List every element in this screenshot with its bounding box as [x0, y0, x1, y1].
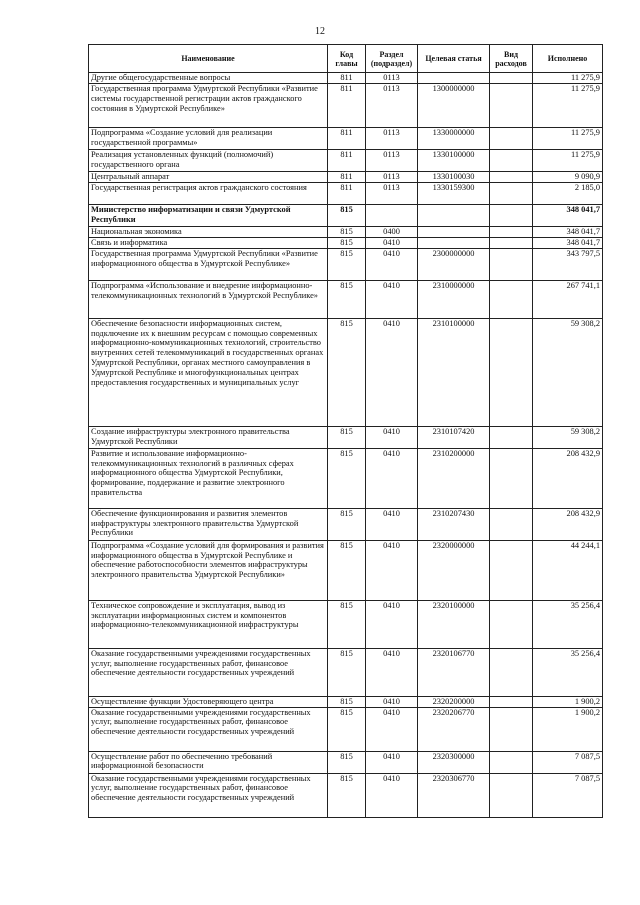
cell-type	[490, 540, 533, 600]
cell-name: Государственная программа Удмуртской Республики «Развитие информационного общества в Удмуртской Республике»	[89, 248, 328, 280]
cell-code: 815	[328, 648, 366, 696]
cell-name: Обеспечение функционирования и развития элементов инфраструктуры электронного правительства Удмуртской Республики	[89, 508, 328, 540]
cell-code: 811	[328, 127, 366, 149]
cell-amount: 59 308,2	[533, 318, 603, 426]
table-body	[89, 73, 603, 818]
cell-section: 0113	[366, 73, 418, 84]
cell-name: Министерство информатизации и связи Удмуртской Республики	[89, 204, 328, 226]
cell-target: 2310100000	[418, 318, 490, 426]
cell-target	[418, 204, 490, 226]
cell-section: 0410	[366, 248, 418, 280]
table-row	[89, 318, 603, 426]
cell-section: 0400	[366, 226, 418, 237]
cell-type	[490, 696, 533, 707]
cell-name: Оказание государственными учреждениями государственных услуг, выполнение государственных работ, финансовое обеспечение деятельности государственных учреждений	[89, 773, 328, 817]
cell-type	[490, 707, 533, 751]
cell-amount: 11 275,9	[533, 127, 603, 149]
cell-amount: 11 275,9	[533, 73, 603, 84]
cell-section: 0410	[366, 707, 418, 751]
cell-name: Развитие и использование информационно-телекоммуникационных технологий в различных сферах информационного общества Удмуртской Республики, формирование, поддержание и развитие электронного правительства	[89, 448, 328, 508]
cell-name: Создание инфраструктуры электронного правительства Удмуртской Республики	[89, 426, 328, 448]
cell-section: 0410	[366, 426, 418, 448]
header-amount: Исполнено	[533, 45, 603, 73]
cell-name: Реализация установленных функций (полномочий) государственного органа	[89, 149, 328, 171]
cell-type	[490, 248, 533, 280]
cell-section: 0410	[366, 508, 418, 540]
cell-type	[490, 648, 533, 696]
table-row	[89, 707, 603, 751]
cell-code: 815	[328, 600, 366, 648]
table-row	[89, 83, 603, 127]
page-number: 12	[315, 26, 325, 37]
cell-code: 815	[328, 237, 366, 248]
cell-type	[490, 773, 533, 817]
cell-target: 2320206770	[418, 707, 490, 751]
cell-section: 0410	[366, 773, 418, 817]
cell-amount: 348 041,7	[533, 226, 603, 237]
header-name: Наименование	[89, 45, 328, 73]
cell-amount: 348 041,7	[533, 237, 603, 248]
cell-code: 815	[328, 448, 366, 508]
cell-section: 0410	[366, 600, 418, 648]
cell-code: 811	[328, 149, 366, 171]
cell-amount: 11 275,9	[533, 149, 603, 171]
table-row	[89, 204, 603, 226]
cell-name: Техническое сопровождение и эксплуатация, вывод из эксплуатации информационных систем и компонентов информационно-телекоммуникационной инфраструктуры	[89, 600, 328, 648]
cell-code: 815	[328, 540, 366, 600]
cell-target	[418, 73, 490, 84]
table-row	[89, 280, 603, 318]
table-row	[89, 237, 603, 248]
cell-type	[490, 149, 533, 171]
cell-code: 815	[328, 751, 366, 773]
cell-target: 2320306770	[418, 773, 490, 817]
cell-section: 0410	[366, 648, 418, 696]
cell-code: 811	[328, 182, 366, 204]
expenditure-table	[88, 44, 603, 818]
cell-code: 815	[328, 508, 366, 540]
table-row	[89, 448, 603, 508]
cell-target: 1330100030	[418, 171, 490, 182]
table-row	[89, 182, 603, 204]
cell-amount: 35 256,4	[533, 600, 603, 648]
cell-section: 0410	[366, 540, 418, 600]
cell-code: 815	[328, 426, 366, 448]
cell-amount: 343 797,5	[533, 248, 603, 280]
cell-amount: 7 087,5	[533, 773, 603, 817]
cell-amount: 208 432,9	[533, 508, 603, 540]
cell-code: 815	[328, 226, 366, 237]
cell-target: 2310000000	[418, 280, 490, 318]
cell-type	[490, 280, 533, 318]
cell-name: Государственная регистрация актов гражданского состояния	[89, 182, 328, 204]
table-row	[89, 648, 603, 696]
table-row	[89, 508, 603, 540]
cell-target: 1330100000	[418, 149, 490, 171]
cell-code: 815	[328, 773, 366, 817]
cell-target: 2320106770	[418, 648, 490, 696]
cell-type	[490, 83, 533, 127]
cell-section: 0410	[366, 751, 418, 773]
cell-section: 0113	[366, 171, 418, 182]
cell-name: Центральный аппарат	[89, 171, 328, 182]
cell-target: 2320100000	[418, 600, 490, 648]
cell-target: 2300000000	[418, 248, 490, 280]
table-row	[89, 540, 603, 600]
cell-code: 815	[328, 696, 366, 707]
cell-target: 1330159300	[418, 182, 490, 204]
cell-amount: 11 275,9	[533, 83, 603, 127]
cell-code: 815	[328, 280, 366, 318]
cell-name: Другие общегосударственные вопросы	[89, 73, 328, 84]
cell-amount: 1 900,2	[533, 707, 603, 751]
cell-name: Национальная экономика	[89, 226, 328, 237]
cell-name: Подпрограмма «Создание условий для реализации государственной программы»	[89, 127, 328, 149]
cell-target: 2310107420	[418, 426, 490, 448]
cell-type	[490, 237, 533, 248]
table-row	[89, 226, 603, 237]
cell-amount: 9 090,9	[533, 171, 603, 182]
cell-type	[490, 204, 533, 226]
cell-section: 0113	[366, 149, 418, 171]
header-type: Вид расходов	[490, 45, 533, 73]
cell-amount: 348 041,7	[533, 204, 603, 226]
table-row	[89, 127, 603, 149]
table-row	[89, 773, 603, 817]
cell-type	[490, 171, 533, 182]
cell-section: 0113	[366, 182, 418, 204]
cell-amount: 2 185,0	[533, 182, 603, 204]
cell-name: Осуществление функции Удостоверяющего центра	[89, 696, 328, 707]
cell-target	[418, 226, 490, 237]
cell-name: Осуществление работ по обеспечению требований информационной безопасности	[89, 751, 328, 773]
cell-type	[490, 182, 533, 204]
cell-type	[490, 448, 533, 508]
header-code: Код главы	[328, 45, 366, 73]
cell-section: 0410	[366, 448, 418, 508]
cell-type	[490, 226, 533, 237]
cell-section: 0113	[366, 127, 418, 149]
header-target: Целевая статья	[418, 45, 490, 73]
cell-name: Оказание государственными учреждениями государственных услуг, выполнение государственных работ, финансовое обеспечение деятельности государственных учреждений	[89, 707, 328, 751]
cell-section: 0410	[366, 696, 418, 707]
table-row	[89, 751, 603, 773]
cell-section	[366, 204, 418, 226]
cell-name: Оказание государственными учреждениями государственных услуг, выполнение государственных работ, финансовое обеспечение деятельности государственных учреждений	[89, 648, 328, 696]
cell-code: 815	[328, 318, 366, 426]
cell-amount: 7 087,5	[533, 751, 603, 773]
cell-code: 811	[328, 73, 366, 84]
cell-target: 1300000000	[418, 83, 490, 127]
cell-type	[490, 127, 533, 149]
cell-code: 811	[328, 171, 366, 182]
cell-amount: 59 308,2	[533, 426, 603, 448]
table-row	[89, 149, 603, 171]
cell-type	[490, 73, 533, 84]
cell-amount: 1 900,2	[533, 696, 603, 707]
table-row	[89, 696, 603, 707]
cell-section: 0410	[366, 280, 418, 318]
cell-target: 2310200000	[418, 448, 490, 508]
table-row	[89, 171, 603, 182]
cell-section: 0410	[366, 237, 418, 248]
cell-target: 2320300000	[418, 751, 490, 773]
cell-type	[490, 600, 533, 648]
cell-name: Подпрограмма «Использование и внедрение информационно-телекоммуникационных технологий в Удмуртской Республике»	[89, 280, 328, 318]
table-row	[89, 600, 603, 648]
header-section: Раздел (подраздел)	[366, 45, 418, 73]
cell-target: 2320200000	[418, 696, 490, 707]
cell-code: 811	[328, 83, 366, 127]
cell-name: Подпрограмма «Создание условий для формирования и развития информационного общества в Удмуртской Республике и обеспечение работоспособности элементов инфраструктуры электронного правительства Удмуртской Республики»	[89, 540, 328, 600]
cell-code: 815	[328, 707, 366, 751]
table-row	[89, 248, 603, 280]
cell-code: 815	[328, 248, 366, 280]
cell-amount: 35 256,4	[533, 648, 603, 696]
cell-target: 2310207430	[418, 508, 490, 540]
cell-amount: 208 432,9	[533, 448, 603, 508]
cell-name: Государственная программа Удмуртской Республики «Развитие системы государственной регистрации актов гражданского состояния в Удмуртской Республике»	[89, 83, 328, 127]
cell-type	[490, 508, 533, 540]
cell-target: 1330000000	[418, 127, 490, 149]
cell-name: Обеспечение безопасности информационных систем, подключение их к внешним ресурсам с помощью современных информационно-коммуникационных технологий, строительство внутренних сетей телекоммуникаций в государственных органах Удмуртской Республики, органах местного самоуправления в Удмуртской Республике и многофункциональных центрах предоставления государственных и муниципальных услуг	[89, 318, 328, 426]
cell-section: 0113	[366, 83, 418, 127]
cell-type	[490, 426, 533, 448]
cell-type	[490, 751, 533, 773]
cell-section: 0410	[366, 318, 418, 426]
table-header-row	[89, 45, 603, 73]
cell-amount: 267 741,1	[533, 280, 603, 318]
cell-target	[418, 237, 490, 248]
cell-target: 2320000000	[418, 540, 490, 600]
cell-code: 815	[328, 204, 366, 226]
cell-name: Связь и информатика	[89, 237, 328, 248]
table-row	[89, 426, 603, 448]
cell-type	[490, 318, 533, 426]
table-row	[89, 73, 603, 84]
cell-amount: 44 244,1	[533, 540, 603, 600]
